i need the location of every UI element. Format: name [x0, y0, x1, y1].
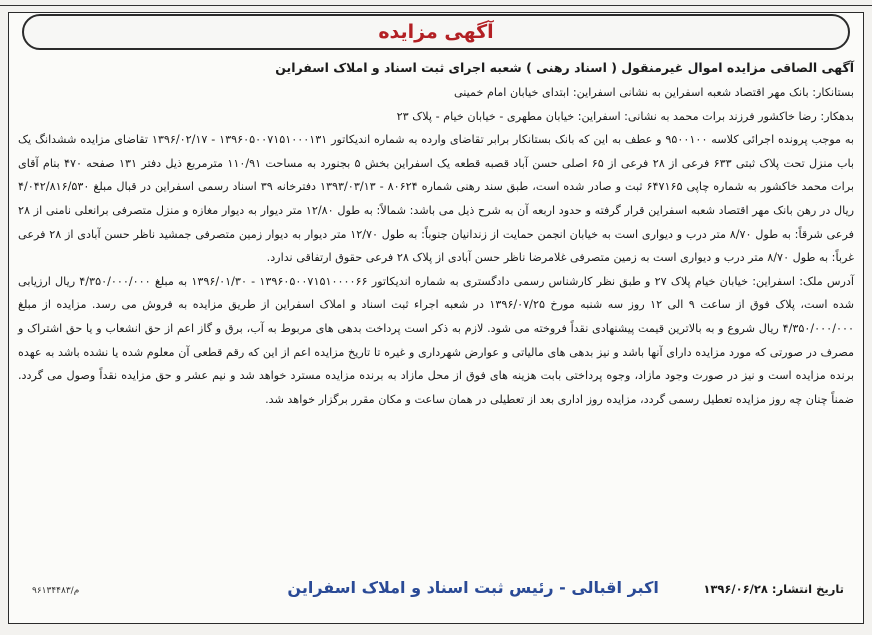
- publication-date: تاریخ انتشار: ۱۳۹۶/۰۶/۲۸: [703, 582, 844, 596]
- body-paragraph-2: آدرس ملک: اسفراین: خیابان خیام پلاک ۲۷ و طبق نظر کارشناس رسمی دادگستری به شماره اندیکاتور ۱۳۹۶۰۵۰۰۷۱۵۱۰۰۰۰۶۶ - ۱۳۹۶/۰۱/۳۰ به مبلغ ۴/۳۵۰/۰۰۰/۰۰۰ ریال ارزیابی شده است، پلاک فوق از ساعت ۹ الی ۱۲ روز سه شنبه مورخ ۱۳۹۶/۰۷/۲۵ در شعبه اجراء ثبت اسناد و املاک اسفراین از طریق مزایده به فروش می رسد. مزایده از مبلغ ۴/۳۵۰/۰۰۰/۰۰۰ ریال شروع و به بالاترین قیمت پیشنهادی نقداً فروخته می شود. لازم به ذکر است پرداخت بدهی های مربوط به آب، برق و گاز اعم از حق انشعاب و یا حق اشتراک و مصرف در صورتی که مورد مزایده دارای آنها باشد و نیز بدهی های مالیاتی و عوارض شهرداری و غیره تا تاریخ مزایده اعم از این که رقم قطعی آن معلوم شده یا نشده باشد به عهده برنده مزایده است و نیز در صورت وجود مازاد، وجوه پرداختی بابت هزینه های فوق از محل مازاد به برنده مزایده مسترد خواهد شد و نیم عشر و حق مزایده نقداً وصول می گردد. ضمناً چنان چه روز مزایده تعطیل رسمی گردد، مزایده روز اداری بعد از تعطیلی در همان ساعت و مکان مقرر برگزار خواهد شد.: [18, 274, 855, 406]
- notice-heading: آگهی الصاقی مزایده اموال غیرمنقول ( اسناد رهنی ) شعبه اجرای ثبت اسناد و املاک اسفراین: [275, 60, 854, 75]
- body-paragraph-1: به موجب پرونده اجرائی کلاسه ۹۵۰۰۱۰۰ و عطف به این که بانک بستانکار برابر تقاضای وارده به شماره اندیکاتور ۱۳۹۶۰۵۰۰۷۱۵۱۰۰۰۱۳۱ - ۱۳۹۶/۰۲/۱۷ تقاضای مزایده ششدانگ یک باب منزل تحت پلاک ثبتی ۶۳۳ فرعی از ۲۸ فرعی از ۶۵ اصلی حسن آباد قصبه قطعه یک اسفراین بخش ۵ بجنورد به مساحت ۱۱۰/۹۱ مترمربع ذیل دفتر ۱۳۱ صفحه ۴۷۰ بنام آقای برات محمد خاکشور به شماره چاپی ۶۴۷۱۶۵ ثبت و صادر شده است، طبق سند رهنی شماره ۸۰۶۲۴ - ۱۳۹۳/۰۳/۱۳ دفترخانه ۳۹ اسناد رسمی اسفراین در قبال مبلغ ۴/۰۴۲/۸۱۶/۵۳۰ ریال در رهن بانک مهر اقتصاد شعبه اسفراین قرار گرفته و حدود اربعه آن به شرح ذیل می باشد: شمالاً: به طول ۱۲/۸۰ متر دیوار به دیوار مغازه و منزل متصرفی برانعلی نامنی از ۲۸ فرعی شرقاً: به طول ۸/۷۰ متر درب و دیواری است به خیابان انجمن حمایت از زندانیان جنوباً: به طول ۱۲/۷۰ متر دیوار به دیوار زمین متصرفی جمشید ناظر حسن آبادی از ۲۸ فرعی غرباً: به طول ۸/۷۰ متر درب و دیواری است به زمین متصرفی غلامرضا ناظر حسن آبادی از پلاک ۲۸ فرعی حقوق ارتفاقی ندارد.: [18, 133, 855, 265]
- signature-line: اکبر اقبالی - رئیس ثبت اسناد و املاک اسفراین: [287, 578, 659, 597]
- creditor-line: بستانکار: بانک مهر اقتصاد شعبه اسفراین به نشانی اسفراین: ابتدای خیابان امام خمینی: [453, 86, 854, 99]
- notice-footer: [18, 576, 854, 606]
- notice-title: آگهی مزایده: [378, 21, 494, 43]
- document-code: م/۹۶۱۳۴۴۸۳: [32, 586, 80, 596]
- notice-content: [18, 60, 854, 411]
- debtor-line: بدهکار: رضا خاکشور فرزند برات محمد به نشانی: اسفراین: خیابان مطهری - خیابان خیام - پلاک ۲۳: [396, 109, 854, 123]
- top-rule: [0, 5, 872, 6]
